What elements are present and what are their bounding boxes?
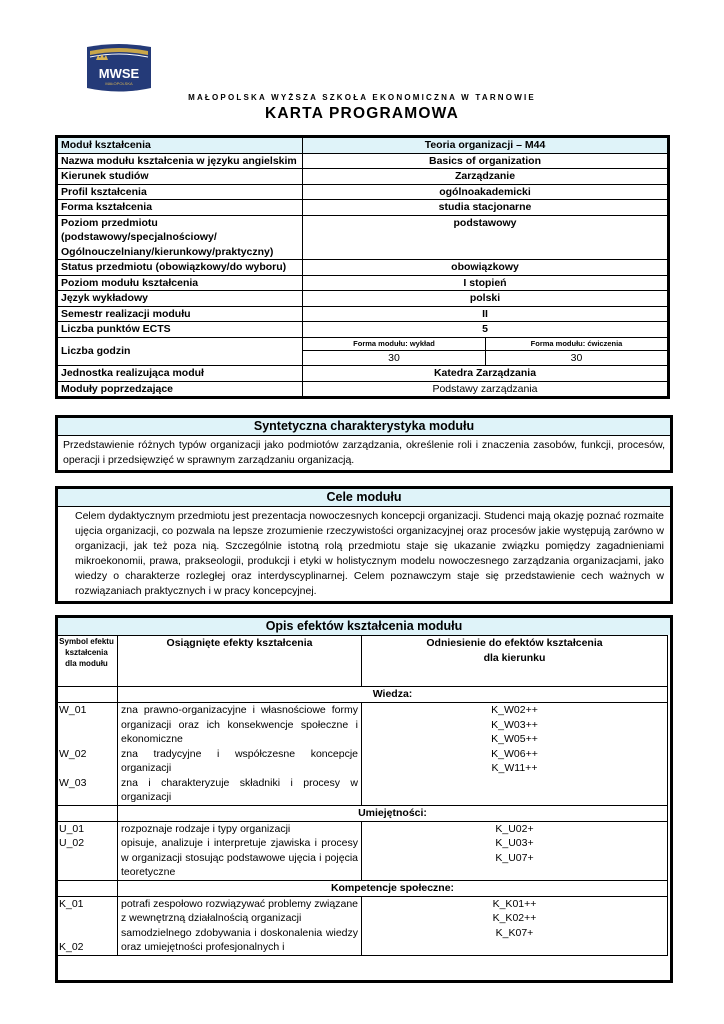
effects-cell [118, 821, 362, 880]
effect: zna tradycyjne i współczesne koncepcje organizacji [121, 747, 358, 774]
hours-form-exercises: Forma modułu: ćwiczenia [486, 337, 669, 350]
skills-row [56, 821, 668, 880]
symbol: U_01 [59, 822, 85, 835]
effect: potrafi zespołowo rozwiązywać problemy związane z wewnętrzną działalnością organizacji [121, 897, 358, 924]
info-label: Liczba punktów ECTS [57, 322, 303, 338]
info-row [57, 291, 669, 307]
outcomes-section [55, 615, 673, 983]
module-label: Moduł kształcenia [57, 137, 303, 154]
logo-text: MWSE [98, 66, 140, 81]
logo-emblem-icon [86, 44, 152, 94]
module-row [57, 137, 669, 154]
info-row [57, 200, 669, 216]
info-row [57, 184, 669, 200]
info-row [57, 275, 669, 291]
symbols-cell [56, 896, 118, 955]
ref: K_K02++ [492, 912, 537, 924]
university-name: MAŁOPOLSKA WYŻSZA SZKOŁA EKONOMICZNA W TARNOWIE [188, 93, 536, 102]
synthetic-title: Syntetyczna charakterystyka modułu [58, 418, 670, 436]
info-value: podstawowy [303, 215, 669, 260]
info-value: ogólnoakademicki [303, 184, 669, 200]
ref: K_W03++ [491, 718, 538, 731]
info-value: polski [303, 291, 669, 307]
info-label: Forma kształcenia [57, 200, 303, 216]
info-label: Profil kształcenia [57, 184, 303, 200]
module-title: Teoria organizacji – M44 [303, 137, 669, 154]
hours-label: Liczba godzin [57, 337, 303, 366]
knowledge-row [56, 703, 668, 806]
logo-subtext: MAŁOPOLSKA [105, 81, 133, 86]
hours-form-lecture: Forma modułu: wykład [303, 337, 486, 350]
info-label: Poziom modułu kształcenia [57, 275, 303, 291]
symbol: W_02 [59, 747, 87, 760]
info-value: obowiązkowy [303, 260, 669, 276]
hours-value-exercises: 30 [486, 350, 669, 366]
section-title: Umiejętności: [118, 805, 668, 821]
document-title: KARTA PROGRAMOWA [265, 105, 459, 122]
ref: K_W11++ [491, 762, 538, 774]
outcomes-table [55, 635, 668, 956]
info-row [57, 153, 669, 169]
unit-value: Katedra Zarządzania [303, 366, 669, 382]
goals-section [55, 486, 673, 604]
module-info-table [55, 135, 670, 399]
ref: K_K07+ [495, 926, 534, 939]
synthetic-section [55, 415, 673, 473]
col-effects-header: Osiągnięte efekty kształcenia [118, 636, 362, 687]
goals-title: Cele modułu [58, 489, 670, 507]
symbols-cell [56, 703, 118, 806]
info-value: I stopień [303, 275, 669, 291]
symbols-cell [56, 821, 118, 880]
section-title: Wiedza: [118, 687, 668, 703]
prereq-value: Podstawy zarządzania [303, 381, 669, 398]
outcomes-title: Opis efektów kształcenia modułu [58, 618, 670, 635]
effect: samodzielnego zdobywania i doskonalenia wiedzy oraz umiejętności profesjonalnych i [121, 926, 358, 953]
symbol: K_02 [59, 941, 84, 953]
ref: K_W02++ [491, 704, 538, 716]
ref: K_W06++ [491, 747, 538, 760]
ref: K_U07+ [495, 851, 534, 864]
info-label: Poziom przedmiotu (podstawowy/specjalnościowy/ Ogólnouczelniany/kierunkowy/praktyczny) [57, 215, 303, 260]
outcomes-header-row [56, 636, 668, 687]
synthetic-text: Przedstawienie różnych typów organizacji jako podmiotów zarządzania, określenie roli i znaczenia zasobów, funkcji, procesów, operacji i przedsięwzięć w sprawnym zarządzaniu organizacją. [63, 439, 665, 466]
section-row-competences [56, 880, 668, 896]
symbol: K_01 [59, 897, 84, 910]
info-value: 5 [303, 322, 669, 338]
hours-form-row [57, 337, 669, 350]
effects-cell [118, 703, 362, 806]
info-value: Basics of organization [303, 153, 669, 169]
section-title: Kompetencje społeczne: [118, 880, 668, 896]
info-value: II [303, 306, 669, 322]
info-row [57, 306, 669, 322]
ref: K_U03+ [495, 837, 534, 849]
effect: rozpoznaje rodzaje i typy organizacji [121, 822, 291, 835]
symbol: W_03 [59, 776, 87, 789]
effects-cell [118, 896, 362, 955]
prereq-row [57, 381, 669, 398]
info-row [57, 322, 669, 338]
effect: zna prawno-organizacyjne i własnościowe formy organizacji oraz ich konsekwencje społeczne i ekonomiczne [121, 704, 358, 745]
unit-row [57, 366, 669, 382]
refs-cell [362, 821, 668, 880]
ref: K_U02+ [495, 822, 534, 835]
info-label: Nazwa modułu kształcenia w języku angielskim [57, 153, 303, 169]
info-label: Kierunek studiów [57, 169, 303, 185]
hours-value-lecture: 30 [303, 350, 486, 366]
info-row [57, 169, 669, 185]
info-label: Semestr realizacji modułu [57, 306, 303, 322]
competences-row [56, 896, 668, 955]
unit-label: Jednostka realizująca moduł [57, 366, 303, 382]
symbol: W_01 [59, 704, 87, 716]
refs-cell [362, 896, 668, 955]
ref: K_K01++ [492, 897, 537, 910]
university-logo [86, 44, 152, 94]
info-value: Zarządzanie [303, 169, 669, 185]
effect: opisuje, analizuje i interpretuje zjawiska i procesy w organizacji stosując podstawowe ujęcia i pojęcia teoretyczne [121, 837, 358, 878]
col-symbol-header: Symbol efektu kształcenia dla modułu [56, 636, 118, 687]
symbol: U_02 [59, 837, 85, 849]
info-value: studia stacjonarne [303, 200, 669, 216]
section-row-skills [56, 805, 668, 821]
goals-text: Celem dydaktycznym przedmiotu jest prezentacja nowoczesnych koncepcji organizacji. Studenci mają okazję poznać rozmaite ujęcia organizacji, co pozwala na lepsze zrozumienie rzeczywistości organizacyjnej oraz procesów jakie występują zarówno w organizacji, jak też poza nią. Szczególnie istotną rolą przedmiotu staje się ukazanie związku pomiędzy zagadnieniami mikroekonomii, prawa, prakseologii, produkcji i etyki w holistycznym modelu nowoczesnego zarządzania organizacjami, jako wiedzy o charakterze rozległej oraz interdyscyplinarnej. Celem poznawczym staje się przedstawienie cech ważnych w rozwiązaniach praktycznych i w pracy koncepcyjnej. [75, 510, 664, 597]
info-label: Język wykładowy [57, 291, 303, 307]
info-label: Status przedmiotu (obowiązkowy/do wyboru) [57, 260, 303, 276]
refs-cell [362, 703, 668, 806]
info-row [57, 215, 669, 260]
col-reference-header: Odniesienie do efektów kształcenia dla kierunku [362, 636, 668, 687]
ref: K_W05++ [491, 733, 538, 745]
section-row-knowledge [56, 687, 668, 703]
prereq-label: Moduły poprzedzające [57, 381, 303, 398]
info-row [57, 260, 669, 276]
effect: zna i charakteryzuje składniki i procesy w organizacji [121, 776, 358, 803]
